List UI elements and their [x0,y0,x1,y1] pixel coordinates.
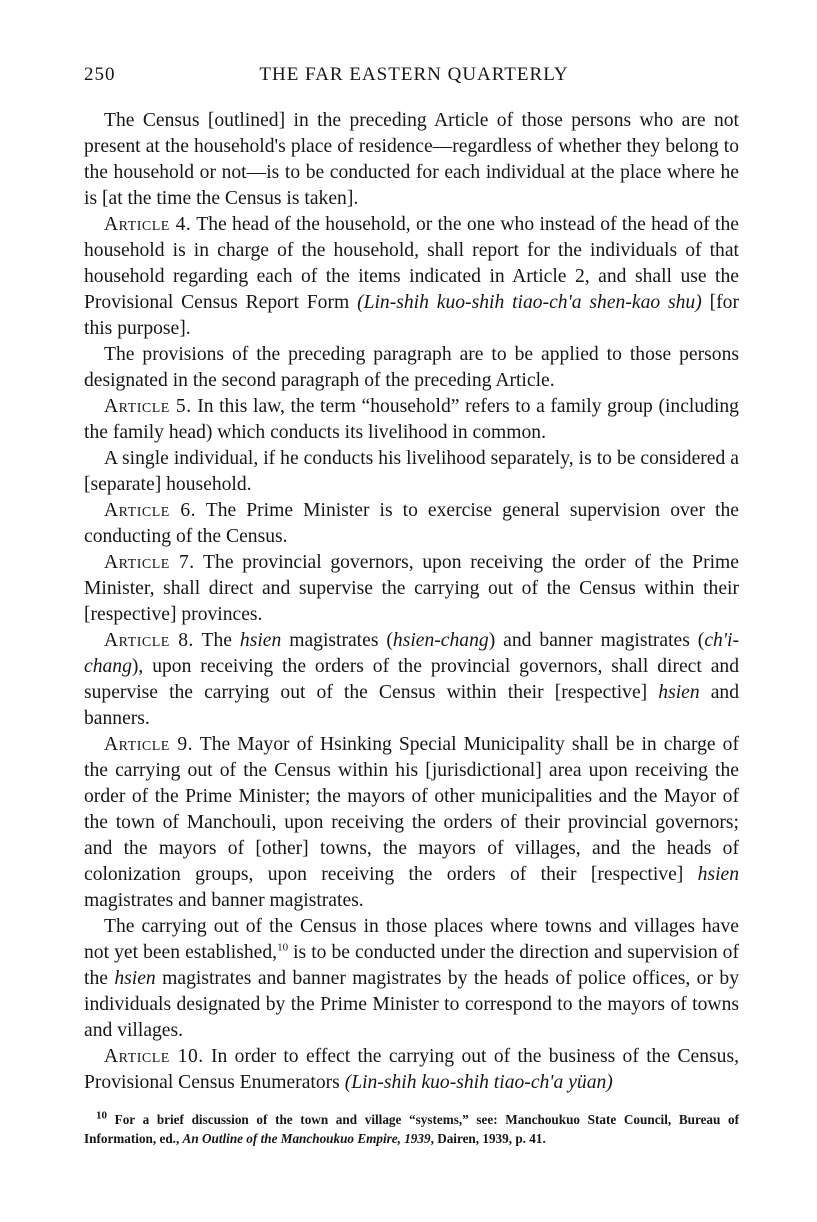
page-number: 250 [84,64,116,85]
text-run: ), upon receiving the orders of the provincial governors, shall direct and supervise the carrying out of the Census within their [respective] [84,656,739,703]
paragraph [84,1044,739,1096]
text-run: magistrates and banner magistrates. [84,890,364,911]
article-label: Article 10. [104,1046,204,1067]
paragraph [84,732,739,914]
paragraph [84,212,739,342]
text-run: A single individual, if he conducts his livelihood separately, is to be considered a [separate] household. [84,448,739,495]
text-run: The Mayor of Hsinking Special Municipality shall be in charge of the carrying out of the Census within his [jurisdictional] area upon receiving the order of the Prime Minister; the mayors of other municipalities and the Mayor of the town of Manchouli, upon receiving the orders of their provincial governors; and the mayors of [other] towns, the mayors of villages, and the heads of colonization groups, upon receiving the orders of their [respective] [84,734,739,885]
text-run: The [193,630,240,651]
text-run: and banners. [84,682,739,729]
text-run: [for this purpose]. [84,292,739,339]
article-label: Article 8. [104,630,194,651]
italic-term: hsien [239,630,282,651]
footnote-text [84,1110,739,1148]
article-label: Article 4. [104,214,192,235]
text-run: In this law, the term “household” refers to a family group (including the family head) which conducts its livelihood in common. [84,396,739,443]
italic-term: (Lin-shih kuo-shih tiao-ch'a yüan) [344,1072,613,1093]
paragraph [84,498,739,550]
article-label: Article 9. [104,734,194,755]
article-label: Article 5. [104,396,192,417]
text-run: The provisions of the preceding paragraph are to be applied to those persons designated in the second paragraph of the preceding Article. [84,344,739,391]
page-header [84,64,744,92]
paragraph [84,914,739,1044]
footnote [84,1110,739,1148]
italic-term: (Lin-shih kuo-shih tiao-ch'a shen-kao shu) [357,292,702,313]
paragraph [84,550,739,628]
text-run: In order to effect the carrying out of the business of the Census, Provisional Census Enumerators [84,1046,739,1093]
paragraph [84,108,739,212]
italic-term: An Outline of the Manchoukuo Empire, 1939 [182,1131,431,1146]
italic-term: ch'i-chang [84,630,739,677]
text-run: magistrates ( [281,630,393,651]
paragraph [84,446,739,498]
text-run: is to be conducted under the direction and supervision of the [84,942,739,989]
paragraph [84,394,739,446]
italic-term: hsien-chang [392,630,489,651]
footnote-reference: 10 [277,941,289,954]
body-text [84,108,739,1096]
footnote-mark: 10 [96,1109,107,1122]
article-label: Article 7. [104,552,195,573]
italic-term: hsien [658,682,700,703]
paragraph [84,628,739,732]
text-run: , Dairen, 1939, p. 41. [430,1131,546,1146]
running-title: THE FAR EASTERN QUARTERLY [259,64,569,85]
text-run: ) and banner magistrates ( [488,630,705,651]
text-run: The Prime Minister is to exercise general supervision over the conducting of the Census. [84,500,739,547]
text-run: The carrying out of the Census in those places where towns and villages have not yet been established, [84,916,739,963]
text-run: The provincial governors, upon receiving the order of the Prime Minister, shall direct and supervise the carrying out of the Census within their [respective] provinces. [84,552,739,625]
text-run: The head of the household, or the one who instead of the head of the household is in charge of the household, shall report for the individuals of that household regarding each of the items indicated in Article 2, and shall use the Provisional Census Report Form [84,214,739,313]
paragraph [84,342,739,394]
italic-term: hsien [697,864,739,885]
text-run: For a brief discussion of the town and village “systems,” see: Manchoukuo State Council, Bureau of Information, ed., [84,1112,739,1146]
article-label: Article 6. [104,500,197,521]
text-run: The Census [outlined] in the preceding Article of those persons who are not present at the household's place of residence—regardless of whether they belong to the household or not—is to be conducted for each individual at the place where he is [at the time the Census is taken]. [84,110,739,209]
italic-term: hsien [114,968,156,989]
text-run: magistrates and banner magistrates by the heads of police offices, or by individuals designated by the Prime Minister to correspond to the mayors of towns and villages. [84,968,739,1041]
